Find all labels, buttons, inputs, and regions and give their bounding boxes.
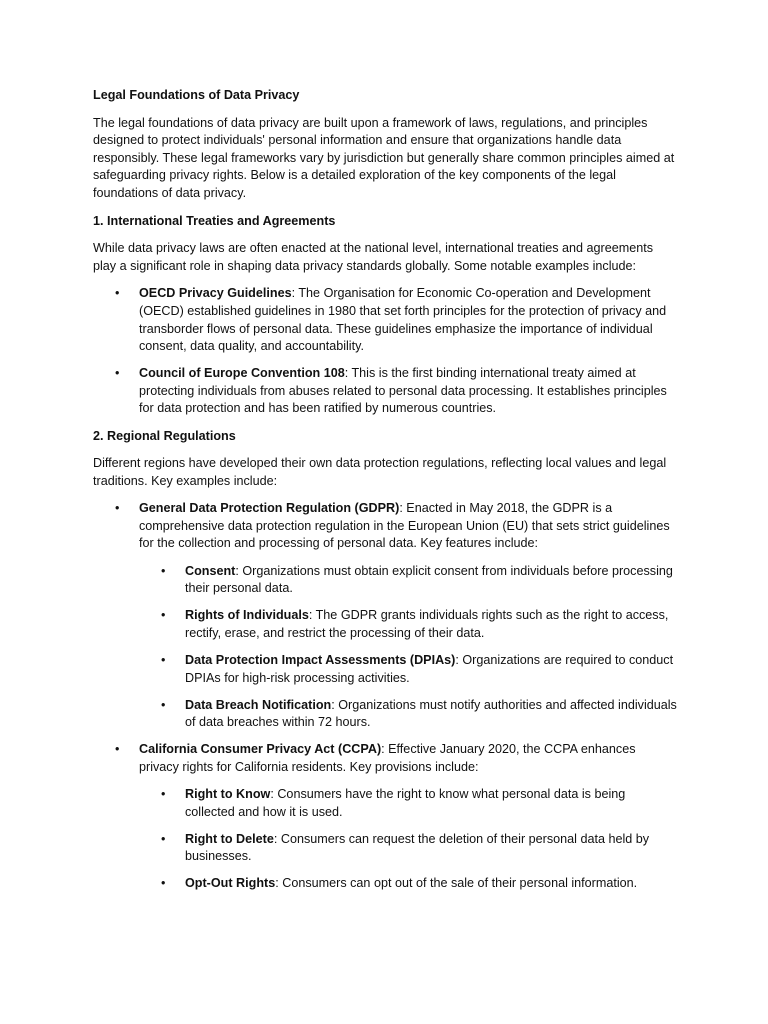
item-term: Data Breach Notification — [185, 697, 332, 712]
document-title: Legal Foundations of Data Privacy — [93, 88, 300, 102]
item-term: Data Protection Impact Assessments (DPIAs) — [185, 652, 456, 667]
list-item — [139, 786, 678, 821]
list-item — [139, 652, 678, 687]
section-intro-regional: Different regions have developed their own data protection regulations, reflecting local values and legal traditions. Key examples include: — [93, 456, 667, 488]
list-item — [139, 697, 678, 732]
item-term: General Data Protection Regulation (GDPR) — [139, 501, 400, 516]
bullet-icon: • — [161, 787, 166, 801]
bullet-icon: • — [115, 366, 120, 381]
bullet-icon: • — [115, 286, 120, 301]
international-list — [93, 285, 678, 418]
section-heading-international: 1. International Treaties and Agreements — [93, 213, 336, 228]
bullet-icon: • — [161, 652, 166, 667]
item-text: : Organizations must obtain explicit consent from individuals before processing their personal data. — [185, 563, 673, 596]
item-term: Consent — [185, 563, 236, 578]
section-heading-regional: 2. Regional Regulations — [93, 428, 236, 443]
item-term: Right to Delete — [185, 831, 274, 846]
intro-paragraph: The legal foundations of data privacy are built upon a framework of laws, regulations, and principles designed to protect individuals' personal information and ensure that organizations handle data responsibly. These legal frameworks vary by jurisdiction but generally share common principles aimed at safeguarding privacy rights. Below is a detailed exploration of the key components of the legal foundations of data privacy. — [93, 115, 675, 200]
item-text: : Enacted in May 2018, the GDPR is a comprehensive data protection regulation in the European Union (EU) that sets strict guidelines for the collection and processing of personal data. Key features include: — [139, 501, 670, 551]
list-item-gdpr — [93, 500, 678, 732]
document-page — [93, 87, 678, 902]
item-term: Right to Know — [185, 787, 271, 801]
section-intro-international: While data privacy laws are often enacted at the national level, international treaties and agreements play a significant role in shaping data privacy standards globally. Some notable examples include: — [93, 241, 654, 273]
item-term: Rights of Individuals — [185, 608, 309, 623]
bullet-icon: • — [115, 501, 120, 516]
item-text: : Consumers can opt out of the sale of their personal information. — [275, 876, 638, 891]
list-item — [93, 365, 678, 418]
list-item — [139, 875, 678, 893]
item-term: OECD Privacy Guidelines — [139, 286, 292, 301]
regional-list — [93, 500, 678, 893]
item-text: : Organizations are required to conduct DPIAs for high-risk processing activities. — [185, 652, 674, 685]
item-term: Opt-Out Rights — [185, 876, 276, 891]
item-text: : Consumers have the right to know what personal data is being collected and how it is used. — [185, 787, 626, 819]
item-text: : Consumers can request the deletion of their personal data held by businesses. — [185, 831, 650, 864]
bullet-icon: • — [161, 563, 166, 578]
item-text: : The Organisation for Economic Co-operation and Development (OECD) established guidelines in 1980 that set forth principles for the protection of privacy and transborder flows of personal data. These guidelines emphasize the importance of individual consent, data quality, and accountability. — [139, 286, 667, 354]
ccpa-provisions-list — [139, 786, 678, 893]
item-text: : The GDPR grants individuals rights such as the right to access, rectify, erase, and restrict the processing of their data. — [185, 608, 669, 640]
bullet-icon: • — [115, 742, 120, 757]
item-term: Council of Europe Convention 108 — [139, 366, 345, 381]
item-term: California Consumer Privacy Act (CCPA) — [139, 742, 382, 757]
gdpr-features-list — [139, 563, 678, 732]
list-item-ccpa — [93, 741, 678, 893]
bullet-icon: • — [161, 876, 166, 891]
list-item — [139, 831, 678, 866]
item-text: : Organizations must notify authorities and affected individuals of data breaches within 72 hours. — [185, 697, 677, 730]
list-item — [93, 285, 678, 355]
item-text: : Effective January 2020, the CCPA enhances privacy rights for California residents. Key provisions include: — [139, 742, 636, 774]
bullet-icon: • — [161, 831, 166, 846]
item-text: : This is the first binding international treaty aimed at protecting individuals from abuses related to personal data processing. It establishes principles for data protection and has been ratified by numerous countries. — [139, 366, 667, 416]
list-item — [139, 563, 678, 598]
bullet-icon: • — [161, 697, 166, 712]
list-item — [139, 607, 678, 642]
bullet-icon: • — [161, 608, 166, 623]
